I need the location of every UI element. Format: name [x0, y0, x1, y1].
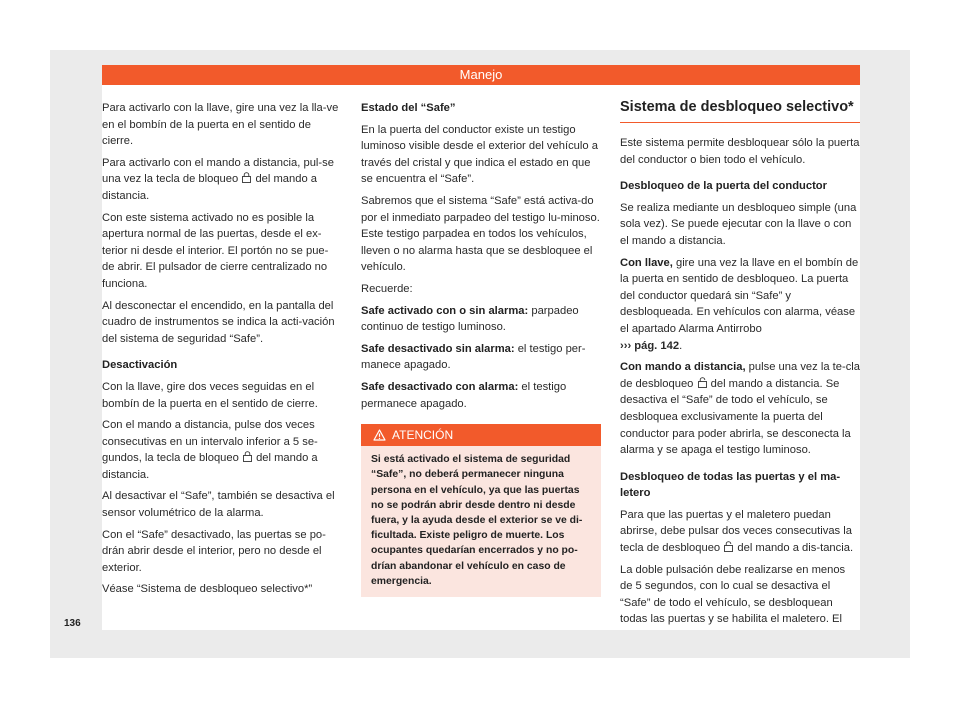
status-item: Safe desactivado sin alarma: el testigo per-manece apagado. [361, 342, 586, 372]
paragraph: Al desactivar el “Safe”, también se desactiva el sensor volumétrico de la alarma. [102, 490, 335, 520]
subheading-estado: Estado del “Safe” [361, 102, 456, 114]
paragraph: Este sistema permite desbloquear sólo la puerta del conductor o bien todo el vehículo. [620, 137, 860, 166]
warning-header [361, 424, 601, 446]
warning-box [361, 424, 601, 597]
paragraph: Al desconectar el encendido, en la pantalla del cuadro de instrumentos se indica la acti-vación del sistema de seguridad “Safe”. [102, 299, 335, 345]
paragraph: En la puerta del conductor existe un testigo luminoso visible desde el exterior del vehículo a través del cristal y que indica el estado en que se encuentra el “Safe”. [361, 123, 598, 186]
paragraph: Se realiza mediante un desbloqueo simple (una sola vez). Se puede ejecutar con la llave o con el mando a distancia. [620, 201, 857, 247]
page-reference-link[interactable]: ››› pág. 142 [620, 339, 680, 352]
warning-title: ATENCIÓN [392, 428, 454, 443]
section-title: Sistema de desbloqueo selectivo* [620, 98, 860, 123]
column-left [102, 100, 340, 603]
paragraph: Véase “Sistema de desbloqueo selectivo*” [102, 583, 313, 596]
unlock-icon [724, 541, 733, 552]
page-number: 136 [64, 618, 81, 629]
lock-icon [242, 172, 251, 183]
subheading-todas-puertas: Desbloqueo de todas las puertas y el ma-letero [620, 470, 841, 500]
paragraph: Con este sistema activado no es posible la apertura normal de las puertas, desde el ex-terior ni desde el interior. El portón no se pue-de abrir. El pulsador de cierre centralizado no funciona. [102, 211, 329, 290]
status-item: Safe desactivado con alarma: el testigo permanece apagado. [361, 380, 567, 410]
status-item: Safe activado con o sin alarma: parpadeo continuo de testigo luminoso. [361, 304, 579, 334]
paragraph: Con el “Safe” desactivado, las puertas se po-drán abrir desde el interior, pero no desde el exterior. [102, 528, 326, 574]
lock-icon [243, 451, 252, 462]
unlock-icon [698, 377, 707, 388]
paragraph: La doble pulsación debe realizarse en menos de 5 segundos, con lo cual se desactiva el “Safe” de todo el vehículo, se desbloquean todas las puertas y se habilita el maletero. El [620, 563, 846, 626]
subheading-puerta-conductor: Desbloqueo de la puerta del conductor [620, 180, 827, 193]
paragraph: Con llave, gire una vez la llave en el bombín de la puerta en sentido de desbloqueo. La puerta del conductor quedará sin “Safe” y desbloqueada. En vehículos con alarma, véase el apartado Alarma Antirrobo ››› pág. 142. [620, 256, 859, 352]
paragraph: Con la llave, gire dos veces seguidas en el bombín de la puerta en el sentido de cierre. [102, 380, 318, 410]
paragraph: Con mando a distancia, pulse una vez la te-cla de desbloqueo del mando a distancia. Se desactiva el “Safe” de todo el vehículo, se desbloquea exclusivamente la puerta del conductor para poder abrirla, se desconecta la alarma y se apaga el testigo luminoso. [620, 361, 861, 457]
paragraph: Con el mando a distancia, pulse dos veces consecutivas en un intervalo inferior a 5 se-gundos, la tecla de bloqueo del mando a distancia. [102, 419, 318, 481]
subheading-desactivacion: Desactivación [102, 359, 178, 372]
section-header: Manejo [102, 65, 860, 85]
column-right [620, 98, 860, 633]
column-middle [361, 100, 601, 597]
paragraph: Para activarlo con la llave, gire una vez la lla-ve en el bombín de la puerta en el sentido de cierre. [102, 102, 339, 148]
paragraph: Para que las puertas y el maletero puedan abrirse, debe pulsar dos veces consecutivas la tecla de desbloqueo del mando a dis-tancia. [620, 508, 854, 555]
paragraph: Para activarlo con el mando a distancia, pul-se una vez la tecla de bloqueo del mando a distancia. [102, 156, 334, 202]
paragraph: Recuerde: [361, 282, 413, 295]
warning-text: Si está activado el sistema de seguridad “Safe”, no deberá permanecer ninguna persona en el vehículo, ya que las puertas no se podrán abrir desde dentro ni desde fuera, y la ayuda desde el exterior se ve di-ficultada. Existe peligro de muerte. Los ocupantes quedarían encerrados y no po-drían abandonar el vehículo en caso de emergencia. [371, 454, 583, 587]
warning-triangle-icon [373, 429, 386, 441]
paragraph: Sabremos que el sistema “Safe” está activa-do por el inmediato parpadeo del testigo lu-minoso. Este testigo parpadea en todos los vehículos, lleven o no alarma hasta que se desbloquee el vehículo. [361, 194, 600, 274]
